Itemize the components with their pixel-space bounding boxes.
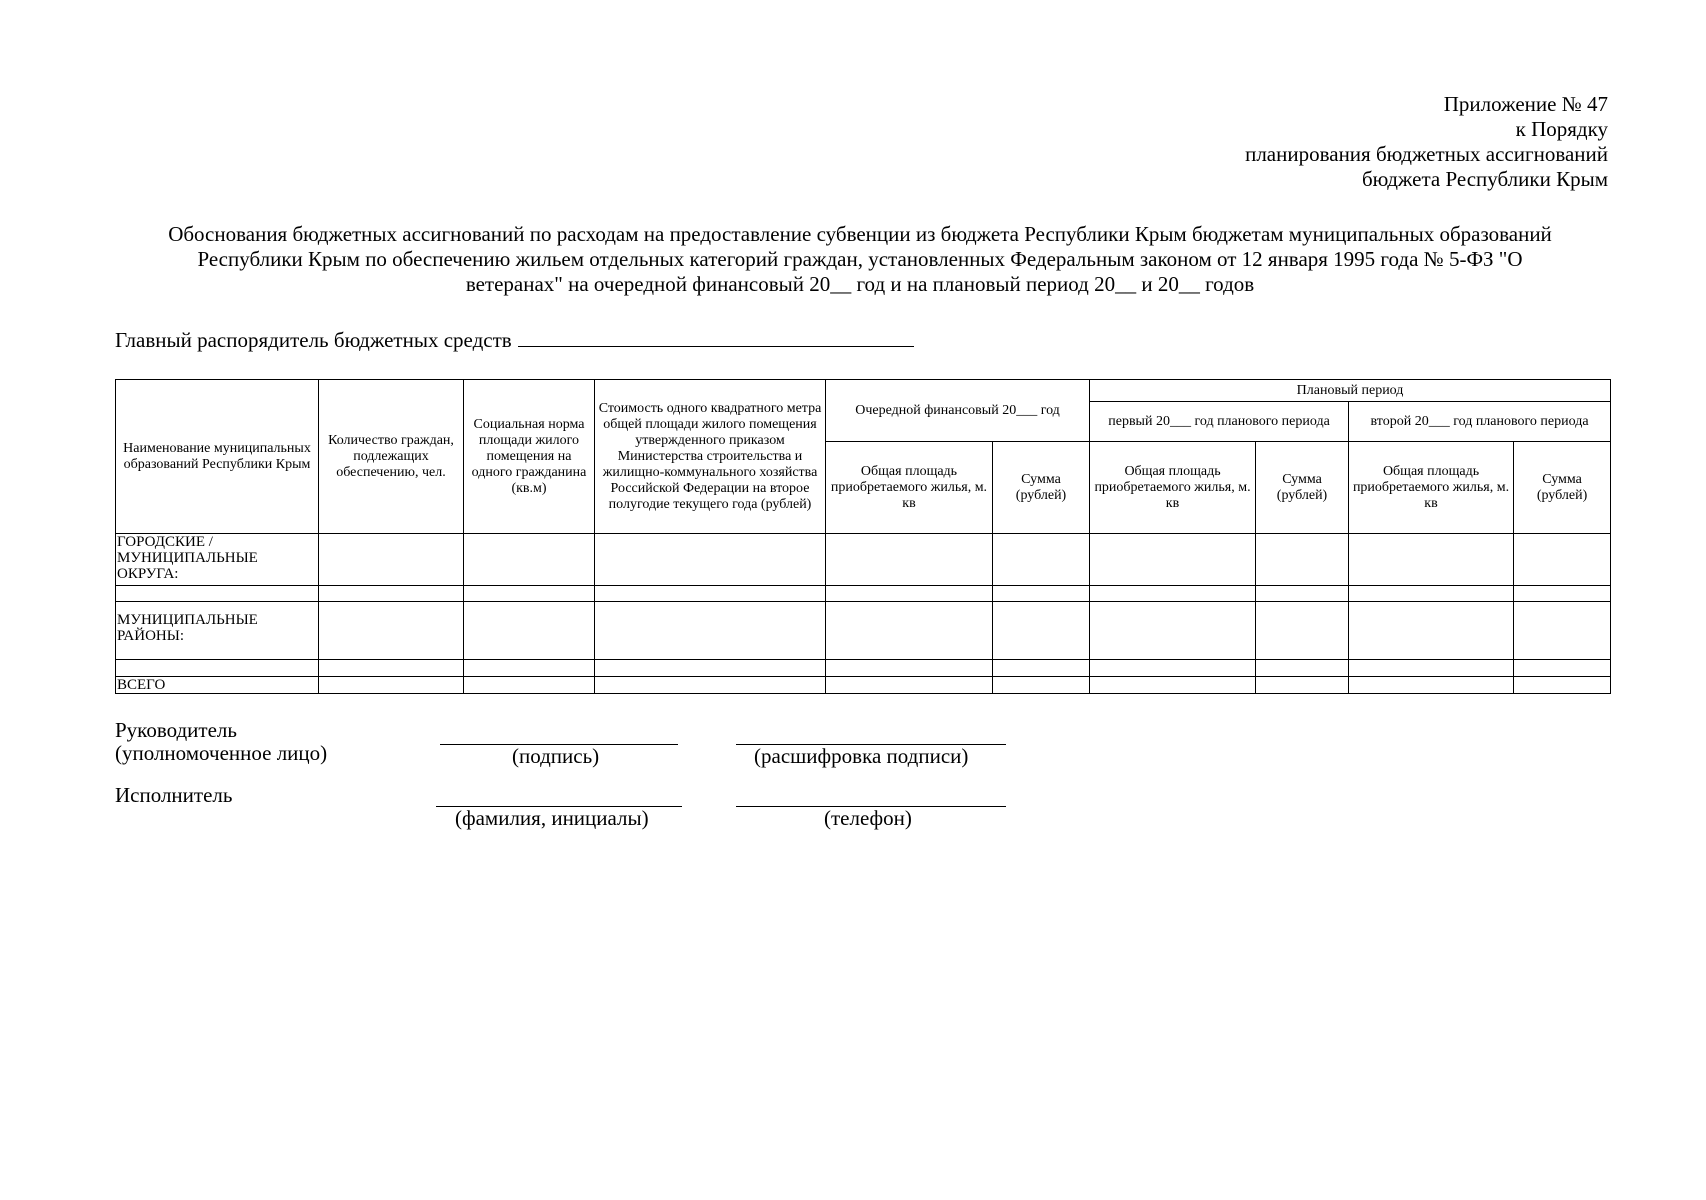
- title-line-2: Республики Крым по обеспечению жильем отдельных категорий граждан, установленных Федеральным законом от 12 января 1995 года № 5-ФЗ "О: [197, 247, 1523, 271]
- executor-name-caption: (фамилия, инициалы): [455, 806, 649, 830]
- budget-manager-label: Главный распорядитель бюджетных средств: [115, 328, 512, 352]
- header-second-planned-year: второй 20___ год планового периода: [1349, 402, 1611, 442]
- table-cell: [595, 602, 826, 660]
- table-cell: [1090, 660, 1256, 677]
- table-cell: [1349, 660, 1514, 677]
- budget-manager-fill-line: [518, 326, 914, 347]
- table-cell: [1256, 602, 1349, 660]
- authorized-person-label: (уполномоченное лицо): [115, 741, 328, 765]
- table-row: [116, 534, 1611, 586]
- row-label-total: ВСЕГО: [116, 677, 319, 694]
- header-planned-period: Плановый период: [1090, 380, 1611, 402]
- table-cell: [116, 660, 319, 677]
- phone-caption: (телефон): [824, 806, 912, 830]
- table-cell: [595, 660, 826, 677]
- table-cell: [1349, 534, 1514, 586]
- table-cell: [319, 677, 464, 694]
- table-cell: [319, 602, 464, 660]
- table-cell: [1090, 586, 1256, 602]
- header-current-year: Очередной финансовый 20___ год: [826, 380, 1090, 442]
- table-cell: [993, 586, 1090, 602]
- table-cell: [1514, 586, 1611, 602]
- table-cell: [1514, 602, 1611, 660]
- table-cell: [1349, 677, 1514, 694]
- title-line-1: Обоснования бюджетных ассигнований по расходам на предоставление субвенции из бюджета Республики Крым бюджетам муниципальных образований: [168, 222, 1552, 246]
- header-first-area: Общая площадь приобретаемого жилья, м. кв: [1090, 442, 1256, 534]
- table-cell: [319, 586, 464, 602]
- table-cell: [464, 677, 595, 694]
- head-label: Руководитель: [115, 718, 237, 742]
- table-cell: [1349, 602, 1514, 660]
- table-row: [116, 660, 1611, 677]
- table-row: [116, 586, 1611, 602]
- table-cell: [1256, 677, 1349, 694]
- table-cell: [1514, 677, 1611, 694]
- table-cell: [1514, 660, 1611, 677]
- header-second-area: Общая площадь приобретаемого жилья, м. кв: [1349, 442, 1514, 534]
- budget-manager-row: [115, 326, 914, 353]
- title-line-3: ветеранах" на очередной финансовый 20__ год и на плановый период 20__ и 20__ годов: [465, 272, 1255, 296]
- appendix-budget: бюджета Республики Крым: [1361, 167, 1608, 191]
- table-cell: [464, 660, 595, 677]
- header-first-planned-year: первый 20___ год планового периода: [1090, 402, 1349, 442]
- table-cell: [993, 660, 1090, 677]
- header-citizens-count: Количество граждан, подлежащих обеспечению, чел.: [319, 380, 464, 534]
- table-row: [116, 602, 1611, 660]
- appendix-number: Приложение № 47: [1443, 92, 1608, 116]
- header-current-area: Общая площадь приобретаемого жилья, м. кв: [826, 442, 993, 534]
- header-first-sum: Сумма (рублей): [1256, 442, 1349, 534]
- table-cell: [993, 602, 1090, 660]
- appendix-block: [1245, 92, 1608, 192]
- table-cell: [1349, 586, 1514, 602]
- table-row: [116, 677, 1611, 694]
- table-cell: [464, 602, 595, 660]
- table-cell: [319, 534, 464, 586]
- row-label-municipal-districts: МУНИЦИПАЛЬНЫЕ РАЙОНЫ:: [116, 602, 319, 660]
- executor-label: Исполнитель: [115, 783, 233, 807]
- appendix-reference: к Порядку: [1515, 117, 1608, 141]
- table-cell: [1090, 534, 1256, 586]
- table-cell: [826, 660, 993, 677]
- table-cell: [464, 534, 595, 586]
- table-cell: [826, 677, 993, 694]
- header-social-norm: Социальная норма площади жилого помещения на одного гражданина (кв.м): [464, 380, 595, 534]
- table-cell: [595, 534, 826, 586]
- header-municipality: Наименование муниципальных образований Республики Крым: [116, 380, 319, 534]
- table-cell: [826, 602, 993, 660]
- table-cell: [116, 586, 319, 602]
- table-cell: [1090, 602, 1256, 660]
- table-cell: [1090, 677, 1256, 694]
- table-cell: [993, 677, 1090, 694]
- table-cell: [1514, 534, 1611, 586]
- signature-decoding-caption: (расшифровка подписи): [754, 744, 969, 768]
- table-cell: [826, 534, 993, 586]
- signature-caption: (подпись): [512, 744, 600, 768]
- budget-table: [115, 379, 1611, 694]
- table-cell: [319, 660, 464, 677]
- table-cell: [464, 586, 595, 602]
- appendix-procedure: планирования бюджетных ассигнований: [1245, 142, 1608, 166]
- header-current-sum: Сумма (рублей): [993, 442, 1090, 534]
- document-title: [112, 222, 1608, 297]
- table-cell: [595, 677, 826, 694]
- table-cell: [1256, 534, 1349, 586]
- table-cell: [1256, 586, 1349, 602]
- table-cell: [595, 586, 826, 602]
- header-second-sum: Сумма (рублей): [1514, 442, 1611, 534]
- table-cell: [1256, 660, 1349, 677]
- row-label-urban-districts: ГОРОДСКИЕ /МУНИЦИПАЛЬНЫЕ ОКРУГА:: [116, 534, 319, 586]
- header-square-meter-cost: Стоимость одного квадратного метра общей площади жилого помещения утвержденного приказом Министерства строительства и жилищно-коммунального хозяйства Российской Федерации на второе полугодие текущего года (рублей): [595, 380, 826, 534]
- table-cell: [826, 586, 993, 602]
- table-cell: [993, 534, 1090, 586]
